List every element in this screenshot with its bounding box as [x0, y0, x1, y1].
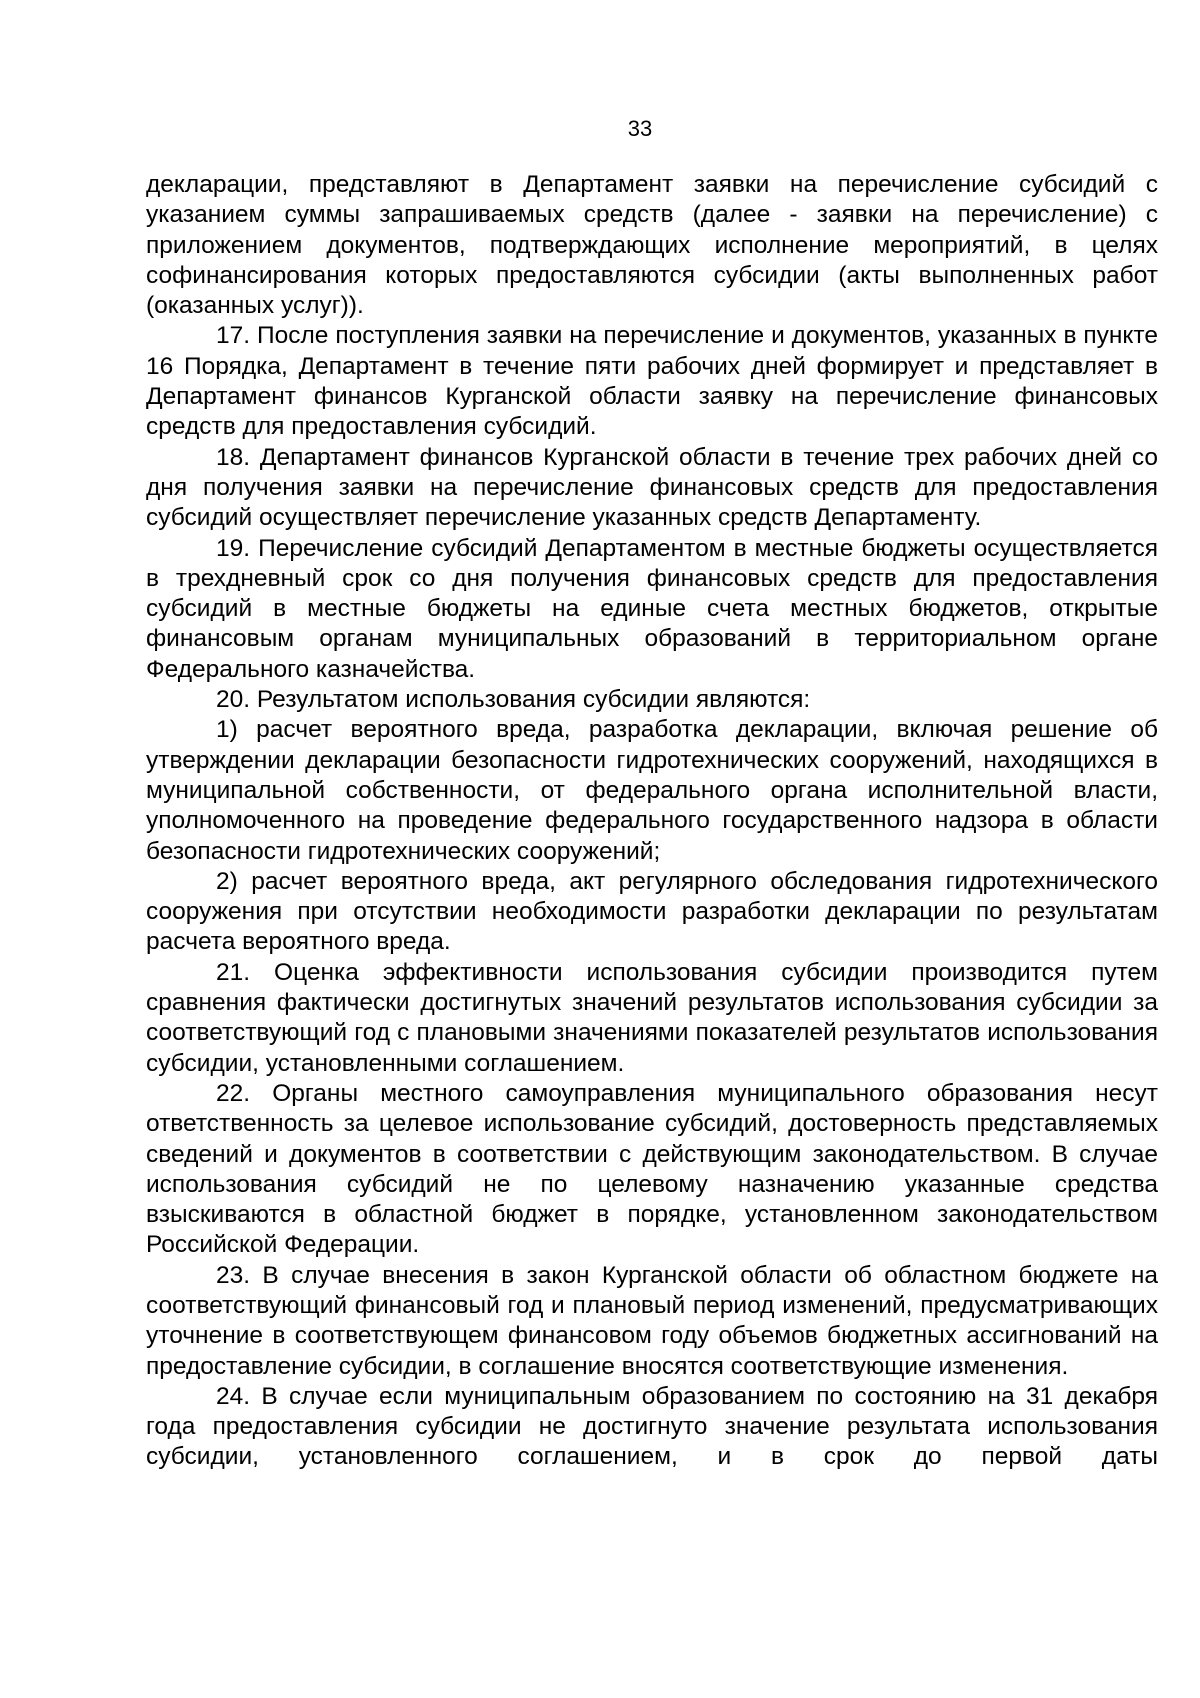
document-body	[146, 170, 1158, 1473]
paragraph-20: 20. Результатом использования субсидии являются:	[216, 686, 811, 714]
paragraph-19: 19. Перечисление субсидий Департаментом в местные бюджеты осуществляется в трехдневный срок со дня получения финансовых средств для предоставления субсидий в местные бюджеты на единые счета местных бюджетов, открытые финансовым органам муниципальных образований в территориальном органе Федерального казначейства.	[146, 534, 1158, 683]
paragraph-22: 22. Органы местного самоуправления муниципального образования несут ответственность за целевое использование субсидий, достоверность представляемых сведений и документов в соответствии с действующим законодательством. В случае использования субсидий не по целевому назначению указанные средства взыскиваются в областной бюджет в порядке, установленном законодательством Российской Федерации.	[146, 1079, 1158, 1259]
paragraph-21: 21. Оценка эффективности использования субсидии производится путем сравнения фактически достигнутых значений результатов использования субсидии за соответствующий год с плановыми значениями показателей результатов использования субсидии, установленными соглашением.	[146, 958, 1158, 1077]
paragraph-20-item-1: 1) расчет вероятного вреда, разработка декларации, включая решение об утверждении декларации безопасности гидротехнических сооружений, находящихся в муниципальной собственности, от федерального органа исполнительной власти, уполномоченного на проведение федерального государственного надзора в области безопасности гидротехнических сооружений;	[146, 716, 1158, 865]
paragraph-17: 17. После поступления заявки на перечисление и документов, указанных в пункте 16 Порядка, Департамент в течение пяти рабочих дней формирует и представляет в Департамент финансов Курганской области заявку на перечисление финансовых средств для предоставления субсидий.	[146, 322, 1158, 441]
page-number: 33	[627, 116, 653, 141]
paragraph-20-item-2: 2) расчет вероятного вреда, акт регулярного обследования гидротехнического сооружения при отсутствии необходимости разработки декларации по результатам расчета вероятного вреда.	[146, 867, 1158, 956]
paragraph-23: 23. В случае внесения в закон Курганской области об областном бюджете на соответствующий финансовый год и плановый период изменений, предусматривающих уточнение в соответствующем финансовом году объемов бюджетных ассигнований на предоставление субсидии, в соглашение вносятся соответствующие изменения.	[146, 1261, 1158, 1380]
paragraph-24: 24. В случае если муниципальным образованием по состоянию на 31 декабря года предоставления субсидии не достигнуто значение результата использования субсидии, установленного соглашением, и в срок до первой даты	[146, 1382, 1158, 1471]
paragraph-18: 18. Департамент финансов Курганской области в течение трех рабочих дней со дня получения заявки на перечисление финансовых средств для предоставления субсидий осуществляет перечисление указанных средств Департаменту.	[146, 443, 1158, 532]
paragraph-16-continuation: декларации, представляют в Департамент заявки на перечисление субсидий с указанием суммы запрашиваемых средств (далее - заявки на перечисление) с приложением документов, подтверждающих исполнение мероприятий, в целях софинансирования которых предоставляются субсидии (акты выполненных работ (оказанных услуг)).	[146, 171, 1158, 320]
